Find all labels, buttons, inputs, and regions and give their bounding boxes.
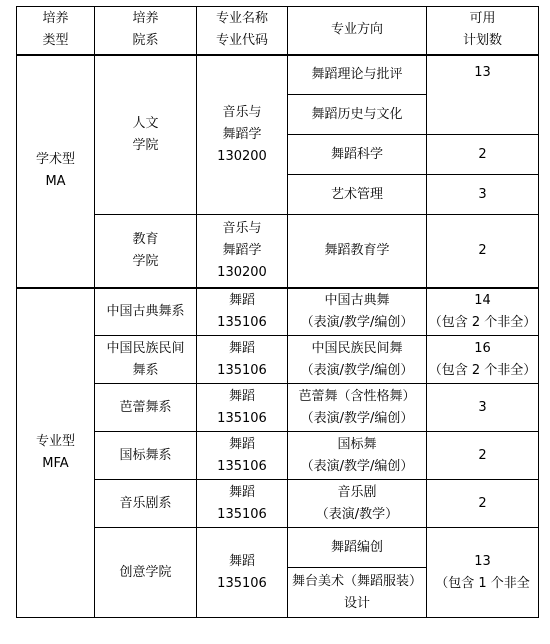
mfa-major-cell: 舞蹈 135106 — [197, 480, 288, 528]
mfa-major-cell: 舞蹈 135106 — [197, 384, 288, 432]
renwen-direction-4: 艺术管理 — [288, 175, 427, 215]
chuangyi-major-cell: 舞蹈 135106 — [197, 528, 288, 618]
mfa-direction-cell: 中国民族民间舞 （表演/教学/编创） — [288, 336, 427, 384]
table-row — [17, 55, 539, 95]
mfa-college-cell: 音乐剧系 — [95, 480, 197, 528]
mfa-major-cell: 舞蹈 135106 — [197, 432, 288, 480]
header-row — [17, 7, 539, 55]
table-row — [17, 288, 539, 336]
ma-type-cell: 学术型 MA — [17, 55, 95, 288]
mfa-major-cell: 舞蹈 135106 — [197, 336, 288, 384]
mfa-quota-cell: 2 — [427, 432, 539, 480]
header-college: 培养 院系 — [95, 7, 197, 55]
table-row — [17, 215, 539, 288]
mfa-college-cell: 芭蕾舞系 — [95, 384, 197, 432]
renwen-quota-3: 2 — [427, 135, 539, 175]
table-row — [17, 528, 539, 568]
mfa-college-cell: 中国古典舞系 — [95, 288, 197, 336]
header-direction: 专业方向 — [288, 7, 427, 55]
renwen-direction-3: 舞蹈科学 — [288, 135, 427, 175]
mfa-quota-cell: 2 — [427, 480, 539, 528]
mfa-college-cell: 中国民族民间 舞系 — [95, 336, 197, 384]
mfa-direction-cell: 芭蕾舞（含性格舞） （表演/教学/编创） — [288, 384, 427, 432]
mfa-college-cell: 国标舞系 — [95, 432, 197, 480]
mfa-type-cell: 专业型 MFA — [17, 288, 95, 618]
jiaoyu-college-cell: 教育 学院 — [95, 215, 197, 288]
header-type: 培养 类型 — [17, 7, 95, 55]
admission-plan-table — [16, 6, 539, 618]
renwen-quota-12: 13 — [427, 55, 539, 135]
jiaoyu-direction: 舞蹈教育学 — [288, 215, 427, 288]
chuangyi-college-cell: 创意学院 — [95, 528, 197, 618]
renwen-college-cell: 人文 学院 — [95, 55, 197, 215]
jiaoyu-quota: 2 — [427, 215, 539, 288]
mfa-major-cell: 舞蹈 135106 — [197, 288, 288, 336]
table-row — [17, 384, 539, 432]
header-major: 专业名称 专业代码 — [197, 7, 288, 55]
table-row — [17, 432, 539, 480]
mfa-direction-cell: 音乐剧 （表演/教学） — [288, 480, 427, 528]
mfa-direction-cell: 中国古典舞 （表演/教学/编创） — [288, 288, 427, 336]
chuangyi-direction-1: 舞蹈编创 — [288, 528, 427, 568]
mfa-quota-cell: 14 （包含 2 个非全） — [427, 288, 539, 336]
table-row — [17, 336, 539, 384]
chuangyi-quota: 13 （包含 1 个非全 — [427, 528, 539, 618]
renwen-direction-2: 舞蹈历史与文化 — [288, 95, 427, 135]
renwen-major-cell: 音乐与 舞蹈学 130200 — [197, 55, 288, 215]
chuangyi-direction-2: 舞台美术（舞蹈服装） 设计 — [288, 568, 427, 618]
renwen-quota-4: 3 — [427, 175, 539, 215]
jiaoyu-major-cell: 音乐与 舞蹈学 130200 — [197, 215, 288, 288]
mfa-quota-cell: 3 — [427, 384, 539, 432]
mfa-direction-cell: 国标舞 （表演/教学/编创） — [288, 432, 427, 480]
table-row — [17, 480, 539, 528]
header-quota: 可用 计划数 — [427, 7, 539, 55]
renwen-direction-1: 舞蹈理论与批评 — [288, 55, 427, 95]
mfa-quota-cell: 16 （包含 2 个非全） — [427, 336, 539, 384]
